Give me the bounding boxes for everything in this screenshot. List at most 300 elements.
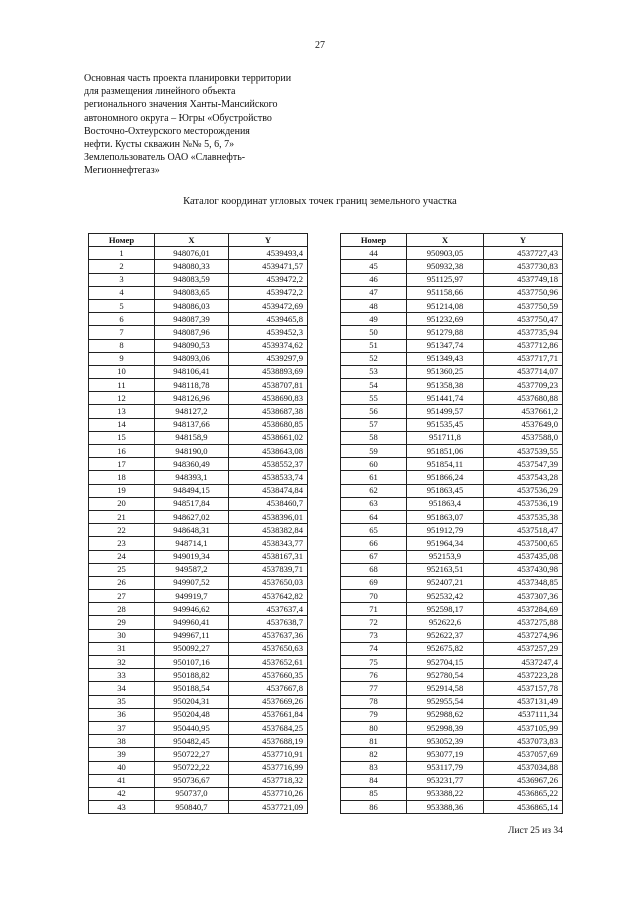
x-coordinate-cell: 953388,22 [407,787,484,800]
table-row [341,418,563,431]
point-number-cell: 19 [89,484,155,497]
y-coordinate-cell: 4537730,83 [484,260,563,273]
table-row [341,735,563,748]
x-coordinate-cell: 951158,66 [407,286,484,299]
x-coordinate-cell: 948090,53 [155,339,229,352]
point-number-cell: 80 [341,721,407,734]
point-number-cell: 4 [89,286,155,299]
x-coordinate-cell: 950188,82 [155,669,229,682]
y-coordinate-cell: 4537307,36 [484,590,563,603]
x-coordinate-cell: 950107,16 [155,656,229,669]
x-coordinate-cell: 951866,24 [407,471,484,484]
point-number-cell: 25 [89,563,155,576]
y-coordinate-cell: 4537500,65 [484,537,563,550]
table-row [89,458,308,471]
point-number-cell: 7 [89,326,155,339]
table-row [89,313,308,326]
table-row [341,642,563,655]
y-coordinate-cell: 4537637,36 [229,629,308,642]
y-coordinate-cell: 4538893,69 [229,365,308,378]
point-number-cell: 74 [341,642,407,655]
y-coordinate-cell: 4539472,2 [229,286,308,299]
x-coordinate-cell: 951912,79 [407,524,484,537]
table-row [341,563,563,576]
x-coordinate-cell: 948086,03 [155,299,229,312]
table-row [89,497,308,510]
point-number-cell: 12 [89,392,155,405]
x-coordinate-cell: 952704,15 [407,656,484,669]
y-coordinate-cell: 4537714,07 [484,365,563,378]
x-coordinate-cell: 951347,74 [407,339,484,352]
point-number-cell: 47 [341,286,407,299]
point-number-cell: 13 [89,405,155,418]
x-coordinate-cell: 952914,58 [407,682,484,695]
y-coordinate-cell: 4538382,84 [229,524,308,537]
x-coordinate-cell: 950737,0 [155,787,229,800]
x-coordinate-cell: 950440,95 [155,721,229,734]
point-number-cell: 30 [89,629,155,642]
table-row [89,708,308,721]
point-number-cell: 2 [89,260,155,273]
table-row [89,590,308,603]
point-number-cell: 50 [341,326,407,339]
table-row [341,761,563,774]
table-row [341,524,563,537]
table-row [89,273,308,286]
y-coordinate-cell: 4537105,99 [484,721,563,734]
table-row [341,576,563,589]
table-row [89,735,308,748]
point-number-cell: 42 [89,787,155,800]
point-number-cell: 71 [341,603,407,616]
x-coordinate-cell: 949907,52 [155,576,229,589]
table-row [341,774,563,787]
y-coordinate-cell: 4537684,25 [229,721,308,734]
point-number-cell: 67 [341,550,407,563]
point-number-cell: 36 [89,708,155,721]
x-coordinate-cell: 951535,45 [407,418,484,431]
y-coordinate-cell: 4537275,88 [484,616,563,629]
y-coordinate-cell: 4538460,7 [229,497,308,510]
table-row [89,801,308,814]
y-coordinate-cell: 4538533,74 [229,471,308,484]
table-row [89,247,308,260]
point-number-cell: 55 [341,392,407,405]
point-number-cell: 58 [341,431,407,444]
x-coordinate-cell: 950482,45 [155,735,229,748]
point-number-cell: 23 [89,537,155,550]
header-line: нефти. Кусты скважин №№ 5, 6, 7» [84,139,235,151]
point-number-cell: 11 [89,379,155,392]
table-row [89,352,308,365]
point-number-cell: 68 [341,563,407,576]
y-coordinate-cell: 4538661,02 [229,431,308,444]
table-row [89,537,308,550]
y-coordinate-cell: 4538343,77 [229,537,308,550]
table-row [89,642,308,655]
table-row [89,576,308,589]
table-row [341,313,563,326]
x-coordinate-cell: 948106,41 [155,365,229,378]
x-coordinate-cell: 949960,41 [155,616,229,629]
x-coordinate-cell: 950903,05 [407,247,484,260]
table-row [89,669,308,682]
x-coordinate-cell: 948627,02 [155,510,229,523]
x-coordinate-cell: 948087,96 [155,326,229,339]
x-coordinate-cell: 950188,54 [155,682,229,695]
table-row [341,656,563,669]
x-coordinate-cell: 948087,39 [155,313,229,326]
point-number-cell: 40 [89,761,155,774]
x-coordinate-cell: 951964,34 [407,537,484,550]
table-row [89,761,308,774]
catalog-title: Каталог координат угловых точек границ земельного участка [183,196,457,207]
y-coordinate-cell: 4537709,23 [484,379,563,392]
y-coordinate-cell: 4539472,2 [229,273,308,286]
y-coordinate-cell: 4537111,34 [484,708,563,721]
point-number-cell: 5 [89,299,155,312]
point-number-cell: 57 [341,418,407,431]
x-coordinate-cell: 950204,31 [155,695,229,708]
point-number-cell: 82 [341,748,407,761]
table-row [341,629,563,642]
y-coordinate-cell: 4537650,03 [229,576,308,589]
y-coordinate-cell: 4537536,19 [484,497,563,510]
point-number-cell: 34 [89,682,155,695]
x-coordinate-cell: 948127,2 [155,405,229,418]
y-coordinate-cell: 4537543,28 [484,471,563,484]
header-line: регионального значения Ханты-Мансийского [84,99,278,111]
point-number-cell: 51 [341,339,407,352]
y-coordinate-cell: 4537716,99 [229,761,308,774]
x-coordinate-cell: 948517,84 [155,497,229,510]
x-coordinate-cell: 948393,1 [155,471,229,484]
point-number-cell: 69 [341,576,407,589]
point-number-cell: 16 [89,445,155,458]
x-coordinate-cell: 952622,6 [407,616,484,629]
x-coordinate-cell: 951279,88 [407,326,484,339]
y-coordinate-cell: 4537637,4 [229,603,308,616]
point-number-cell: 78 [341,695,407,708]
point-number-cell: 6 [89,313,155,326]
x-coordinate-cell: 948083,59 [155,273,229,286]
table-row [89,748,308,761]
x-coordinate-cell: 952532,42 [407,590,484,603]
coordinates-table-left [88,233,308,814]
point-number-cell: 84 [341,774,407,787]
point-number-cell: 56 [341,405,407,418]
point-number-cell: 1 [89,247,155,260]
y-coordinate-cell: 4537660,35 [229,669,308,682]
header-line: Мегионнефтегаз» [84,165,160,177]
table-row [341,708,563,721]
point-number-cell: 75 [341,656,407,669]
point-number-cell: 76 [341,669,407,682]
x-coordinate-cell: 953231,77 [407,774,484,787]
x-coordinate-cell: 950092,27 [155,642,229,655]
y-coordinate-cell: 4537430,98 [484,563,563,576]
y-coordinate-cell: 4539297,9 [229,352,308,365]
x-coordinate-cell: 953388,36 [407,801,484,814]
table-row [341,431,563,444]
coordinates-table-right [340,233,563,814]
y-coordinate-cell: 4537652,61 [229,656,308,669]
x-coordinate-cell: 948126,96 [155,392,229,405]
header-line: Основная часть проекта планировки территории [84,73,292,84]
y-coordinate-cell: 4537750,96 [484,286,563,299]
point-number-cell: 49 [341,313,407,326]
table-row [89,299,308,312]
point-number-cell: 70 [341,590,407,603]
y-coordinate-cell: 4537710,91 [229,748,308,761]
point-number-cell: 83 [341,761,407,774]
table-row [341,379,563,392]
table-row [341,484,563,497]
y-coordinate-cell: 4538474,84 [229,484,308,497]
point-number-cell: 72 [341,616,407,629]
table-row [89,392,308,405]
table-row [341,748,563,761]
table-row [89,326,308,339]
point-number-cell: 81 [341,735,407,748]
y-coordinate-cell: 4538396,01 [229,510,308,523]
table-row [341,339,563,352]
table-row [341,669,563,682]
y-coordinate-cell: 4539493,4 [229,247,308,260]
table-row [89,510,308,523]
x-coordinate-cell: 951863,45 [407,484,484,497]
y-coordinate-cell: 4539465,8 [229,313,308,326]
x-coordinate-cell: 948648,31 [155,524,229,537]
point-number-cell: 29 [89,616,155,629]
point-number-cell: 64 [341,510,407,523]
y-coordinate-cell: 4537034,88 [484,761,563,774]
table-row [89,721,308,734]
x-coordinate-cell: 950932,38 [407,260,484,273]
point-number-cell: 59 [341,445,407,458]
x-coordinate-cell: 951125,97 [407,273,484,286]
y-coordinate-cell: 4538680,85 [229,418,308,431]
y-coordinate-cell: 4538690,83 [229,392,308,405]
y-coordinate-cell: 4537718,32 [229,774,308,787]
x-coordinate-cell: 949967,11 [155,629,229,642]
column-header-x: X [407,234,484,247]
point-number-cell: 48 [341,299,407,312]
y-coordinate-cell: 4537642,82 [229,590,308,603]
x-coordinate-cell: 952780,54 [407,669,484,682]
point-number-cell: 33 [89,669,155,682]
point-number-cell: 20 [89,497,155,510]
x-coordinate-cell: 949587,2 [155,563,229,576]
x-coordinate-cell: 950204,48 [155,708,229,721]
column-header-y: Y [484,234,563,247]
table-row [89,603,308,616]
table-row [341,695,563,708]
x-coordinate-cell: 948190,0 [155,445,229,458]
x-coordinate-cell: 949019,34 [155,550,229,563]
table-row [341,352,563,365]
table-row [89,787,308,800]
y-coordinate-cell: 4537749,18 [484,273,563,286]
y-coordinate-cell: 4537257,29 [484,642,563,655]
y-coordinate-cell: 4537727,43 [484,247,563,260]
point-number-cell: 63 [341,497,407,510]
table-row [341,326,563,339]
table-row [89,471,308,484]
x-coordinate-cell: 948080,33 [155,260,229,273]
point-number-cell: 73 [341,629,407,642]
y-coordinate-cell: 4537661,84 [229,708,308,721]
x-coordinate-cell: 948360,49 [155,458,229,471]
table-row [89,260,308,273]
y-coordinate-cell: 4538167,31 [229,550,308,563]
y-coordinate-cell: 4537157,78 [484,682,563,695]
table-row [341,721,563,734]
table-row [89,445,308,458]
y-coordinate-cell: 4539374,62 [229,339,308,352]
table-row [341,497,563,510]
table-row [89,656,308,669]
y-coordinate-cell: 4537688,19 [229,735,308,748]
table-row [89,379,308,392]
point-number-cell: 24 [89,550,155,563]
table-row [341,510,563,523]
point-number-cell: 46 [341,273,407,286]
table-row [89,524,308,537]
x-coordinate-cell: 952998,39 [407,721,484,734]
point-number-cell: 17 [89,458,155,471]
y-coordinate-cell: 4536967,26 [484,774,563,787]
y-coordinate-cell: 4537435,08 [484,550,563,563]
y-coordinate-cell: 4538707,81 [229,379,308,392]
x-coordinate-cell: 951854,11 [407,458,484,471]
x-coordinate-cell: 952163,51 [407,563,484,576]
table-row [341,365,563,378]
point-number-cell: 85 [341,787,407,800]
point-number-cell: 35 [89,695,155,708]
x-coordinate-cell: 951851,06 [407,445,484,458]
x-coordinate-cell: 948118,78 [155,379,229,392]
point-number-cell: 31 [89,642,155,655]
table-row [89,616,308,629]
y-coordinate-cell: 4537539,55 [484,445,563,458]
y-coordinate-cell: 4538643,08 [229,445,308,458]
header-line: для размещения линейного объекта [84,86,236,98]
y-coordinate-cell: 4537588,0 [484,431,563,444]
x-coordinate-cell: 948714,1 [155,537,229,550]
x-coordinate-cell: 951863,4 [407,497,484,510]
point-number-cell: 32 [89,656,155,669]
y-coordinate-cell: 4537667,8 [229,682,308,695]
table-row [89,339,308,352]
table-row [341,787,563,800]
table-row [89,286,308,299]
point-number-cell: 45 [341,260,407,273]
table-row [341,392,563,405]
point-number-cell: 14 [89,418,155,431]
x-coordinate-cell: 951499,57 [407,405,484,418]
table-row [89,418,308,431]
x-coordinate-cell: 948076,01 [155,247,229,260]
table-row [89,484,308,497]
y-coordinate-cell: 4537638,7 [229,616,308,629]
point-number-cell: 27 [89,590,155,603]
table-header-row [341,234,563,247]
x-coordinate-cell: 948137,66 [155,418,229,431]
point-number-cell: 3 [89,273,155,286]
y-coordinate-cell: 4537680,88 [484,392,563,405]
table-row [341,682,563,695]
x-coordinate-cell: 952407,21 [407,576,484,589]
table-row [341,273,563,286]
point-number-cell: 52 [341,352,407,365]
y-coordinate-cell: 4537710,26 [229,787,308,800]
x-coordinate-cell: 952675,82 [407,642,484,655]
table-row [89,365,308,378]
header-line: автономного округа – Югры «Обустройство [84,112,272,124]
y-coordinate-cell: 4537057,69 [484,748,563,761]
y-coordinate-cell: 4537223,28 [484,669,563,682]
x-coordinate-cell: 951441,74 [407,392,484,405]
x-coordinate-cell: 951349,43 [407,352,484,365]
x-coordinate-cell: 953117,79 [407,761,484,774]
x-coordinate-cell: 949919,7 [155,590,229,603]
y-coordinate-cell: 4537535,38 [484,510,563,523]
x-coordinate-cell: 952622,37 [407,629,484,642]
point-number-cell: 60 [341,458,407,471]
y-coordinate-cell: 4537650,63 [229,642,308,655]
y-coordinate-cell: 4537536,29 [484,484,563,497]
table-header-row [89,234,308,247]
table-row [341,471,563,484]
y-coordinate-cell: 4539472,69 [229,299,308,312]
point-number-cell: 28 [89,603,155,616]
x-coordinate-cell: 952598,17 [407,603,484,616]
table-row [89,405,308,418]
point-number-cell: 44 [341,247,407,260]
point-number-cell: 37 [89,721,155,734]
y-coordinate-cell: 4539452,3 [229,326,308,339]
x-coordinate-cell: 951711,8 [407,431,484,444]
point-number-cell: 53 [341,365,407,378]
y-coordinate-cell: 4537712,86 [484,339,563,352]
table-row [341,247,563,260]
table-row [89,563,308,576]
x-coordinate-cell: 951214,08 [407,299,484,312]
header-line: Землепользователь ОАО «Славнефть- [84,152,246,164]
y-coordinate-cell: 4537649,0 [484,418,563,431]
point-number-cell: 43 [89,801,155,814]
y-coordinate-cell: 4537518,47 [484,524,563,537]
y-coordinate-cell: 4537839,71 [229,563,308,576]
table-row [341,537,563,550]
point-number-cell: 77 [341,682,407,695]
y-coordinate-cell: 4537750,59 [484,299,563,312]
x-coordinate-cell: 949946,62 [155,603,229,616]
y-coordinate-cell: 4539471,57 [229,260,308,273]
x-coordinate-cell: 952988,62 [407,708,484,721]
y-coordinate-cell: 4537721,09 [229,801,308,814]
x-coordinate-cell: 951863,07 [407,510,484,523]
point-number-cell: 41 [89,774,155,787]
point-number-cell: 61 [341,471,407,484]
x-coordinate-cell: 952955,54 [407,695,484,708]
table-row [89,431,308,444]
y-coordinate-cell: 4537547,39 [484,458,563,471]
x-coordinate-cell: 948158,9 [155,431,229,444]
y-coordinate-cell: 4537669,26 [229,695,308,708]
x-coordinate-cell: 950840,7 [155,801,229,814]
